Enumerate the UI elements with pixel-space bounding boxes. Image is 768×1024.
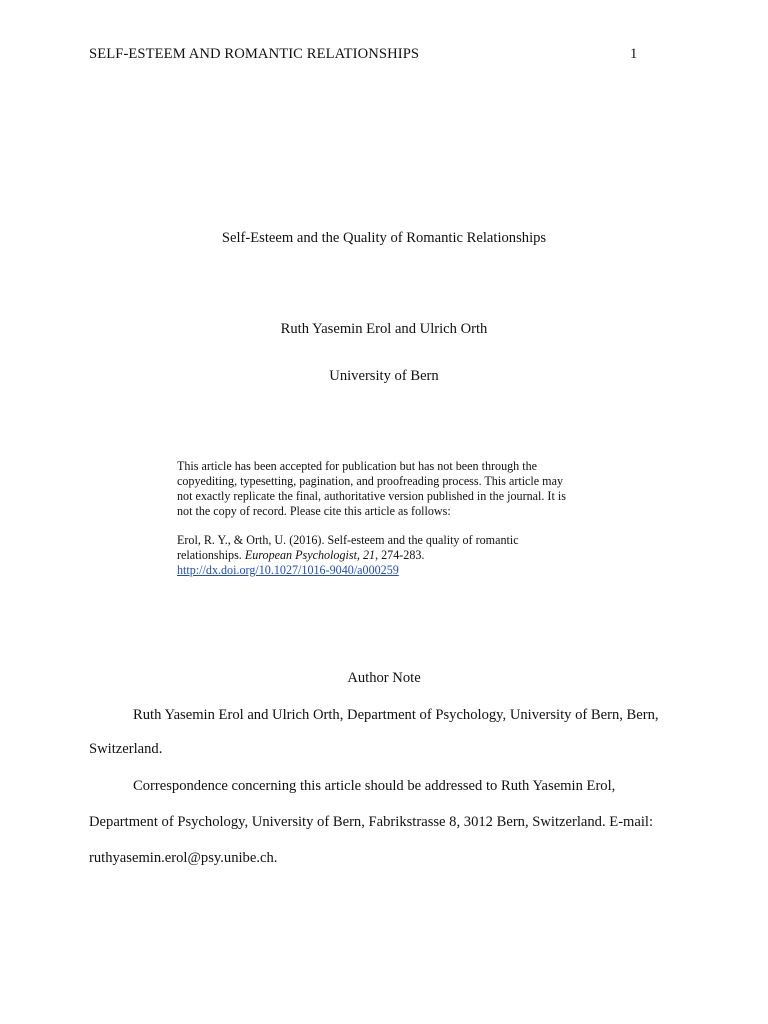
citation-line (177, 548, 577, 563)
citation-pages: , 274-283. (375, 548, 425, 562)
author-note-heading: Author Note (347, 670, 421, 686)
correspondence-text: Correspondence concerning this article should be addressed to Ruth Yasemin Erol, (133, 778, 616, 794)
notice-line: copyediting, typesetting, pagination, and proofreading process. This article may (177, 474, 564, 488)
citation-prefix: relationships. (177, 548, 245, 562)
page-number: 1 (630, 46, 638, 62)
running-head: SELF-ESTEEM AND ROMANTIC RELATIONSHIPS (89, 46, 420, 62)
affiliation: University of Bern (329, 368, 439, 384)
correspondence-text: Department of Psychology, University of Bern, Fabrikstrasse 8, 3012 Bern, Switzerland. E-mail: (89, 814, 654, 830)
notice-line: not exactly replicate the final, authoritative version published in the journal. It is (177, 489, 566, 503)
citation-block (177, 533, 577, 578)
citation-line: Erol, R. Y., & Orth, U. (2016). Self-esteem and the quality of romantic (177, 533, 519, 547)
publication-notice (177, 459, 577, 519)
notice-line: This article has been accepted for publication but has not been through the (177, 459, 538, 473)
paper-title: Self-Esteem and the Quality of Romantic Relationships (221, 230, 547, 246)
doi-link[interactable]: http://dx.doi.org/10.1027/1016-9040/a000259 (177, 563, 399, 577)
correspondence-email: ruthyasemin.erol@psy.unibe.ch. (89, 850, 278, 866)
author-note-text: Switzerland. (89, 741, 163, 757)
author-note-text: Ruth Yasemin Erol and Ulrich Orth, Department of Psychology, University of Bern, Bern, (133, 707, 659, 723)
author-names: Ruth Yasemin Erol and Ulrich Orth (280, 321, 488, 337)
journal-name: European Psychologist, 21 (244, 548, 376, 562)
notice-line: not the copy of record. Please cite this article as follows: (177, 504, 451, 518)
